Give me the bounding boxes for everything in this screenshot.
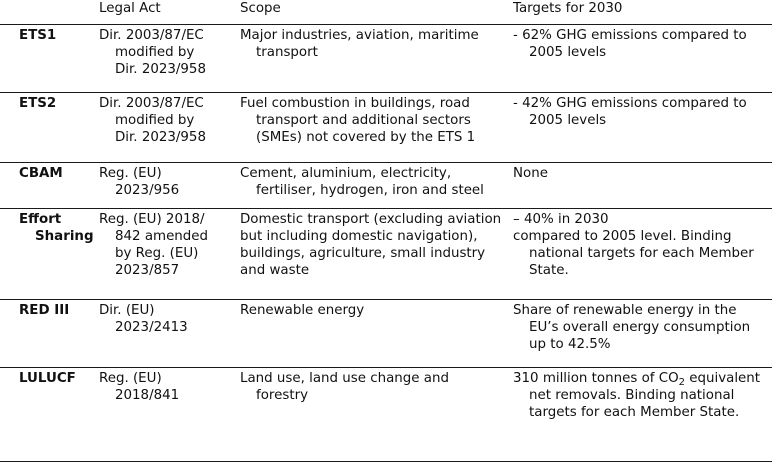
target-text-main: None — [513, 165, 548, 181]
target-text-continued: equivalent net removals. Binding national targets for each Member State. — [529, 370, 761, 420]
legal-act-line: Dir. 2023/958 — [115, 129, 206, 145]
row-name: RED III — [0, 299, 95, 367]
table-row — [0, 299, 772, 367]
target-text-main: 310 million tonnes of CO — [513, 370, 679, 386]
target-text — [513, 165, 768, 182]
legal-act-line: 842 amended — [115, 228, 209, 244]
row-legal-act — [95, 24, 236, 92]
legal-act-line: Reg. (EU) — [99, 165, 162, 181]
target-text-main: – 40% in 2030 — [513, 211, 609, 227]
header-legal-act: Legal Act — [95, 0, 236, 24]
row-scope — [236, 24, 509, 92]
row-scope — [236, 162, 509, 208]
scope-text: Cement, aluminium, electricity, fertiliser, hydrogen, iron and steel — [240, 165, 484, 198]
legal-act-line: Reg. (EU) 2018/ — [99, 211, 205, 227]
scope-text: Land use, land use change and forestry — [240, 370, 449, 403]
header-scope: Scope — [236, 0, 509, 24]
target-text-main: - 62% GHG emissions compared to 2005 levels — [513, 27, 747, 60]
header-targets: Targets for 2030 — [509, 0, 772, 24]
legal-act-line: Dir. 2003/87/EC — [99, 27, 204, 43]
target-text — [513, 95, 768, 129]
row-name: ETS1 — [0, 24, 95, 92]
row-legal-act — [95, 92, 236, 162]
row-name-text: Effort Sharing — [19, 211, 94, 244]
row-scope — [236, 367, 509, 461]
row-legal-act — [95, 367, 236, 461]
legal-act-line: 2023/857 — [115, 262, 180, 278]
header-name — [0, 0, 95, 24]
table-row — [0, 24, 772, 92]
scope-text: Renewable energy — [240, 302, 365, 318]
legal-act-line: 2023/2413 — [115, 319, 188, 335]
row-legal-act — [95, 208, 236, 299]
scope-text: Major industries, aviation, maritime transport — [240, 27, 479, 60]
table-row — [0, 208, 772, 299]
legal-act-line: 2018/841 — [115, 387, 180, 403]
row-target — [509, 208, 772, 299]
row-legal-act — [95, 299, 236, 367]
legal-act-line: by Reg. (EU) — [115, 245, 199, 261]
row-target — [509, 299, 772, 367]
row-target — [509, 367, 772, 461]
legal-act-line: Reg. (EU) — [99, 370, 162, 386]
target-text — [513, 370, 768, 421]
co2-subscript: 2 — [678, 376, 685, 388]
table-row — [0, 162, 772, 208]
legal-act-line: modified by — [115, 112, 195, 128]
row-legal-act — [95, 162, 236, 208]
target-text-continued: compared to 2005 level. Binding national targets for each Member State. — [513, 228, 754, 278]
target-text-main: Share of renewable energy in the EU’s overall energy consumption up to 42.5% — [513, 302, 751, 352]
row-name: LULUCF — [0, 367, 95, 461]
legal-act-line: Dir. (EU) — [99, 302, 155, 318]
row-scope — [236, 299, 509, 367]
target-text — [513, 302, 768, 353]
scope-text: Fuel combustion in buildings, road transport and additional sectors (SMEs) not covered by the ETS 1 — [240, 95, 476, 145]
table-row — [0, 92, 772, 162]
row-name: ETS2 — [0, 92, 95, 162]
row-scope — [236, 208, 509, 299]
row-target — [509, 92, 772, 162]
row-scope — [236, 92, 509, 162]
legal-act-line: Dir. 2023/958 — [115, 61, 206, 77]
legal-act-line: Dir. 2003/87/EC — [99, 95, 204, 111]
table-row — [0, 367, 772, 461]
row-target — [509, 162, 772, 208]
legal-act-line: modified by — [115, 44, 195, 60]
row-name: CBAM — [0, 162, 95, 208]
target-text-main: - 42% GHG emissions compared to 2005 levels — [513, 95, 747, 128]
target-text — [513, 27, 768, 61]
row-name — [0, 208, 95, 299]
header-row — [0, 0, 772, 24]
row-target — [509, 24, 772, 92]
scope-text: Domestic transport (excluding aviation but including domestic navigation), buildings, agriculture, small industry and waste — [240, 211, 502, 278]
legal-act-line: 2023/956 — [115, 182, 180, 198]
